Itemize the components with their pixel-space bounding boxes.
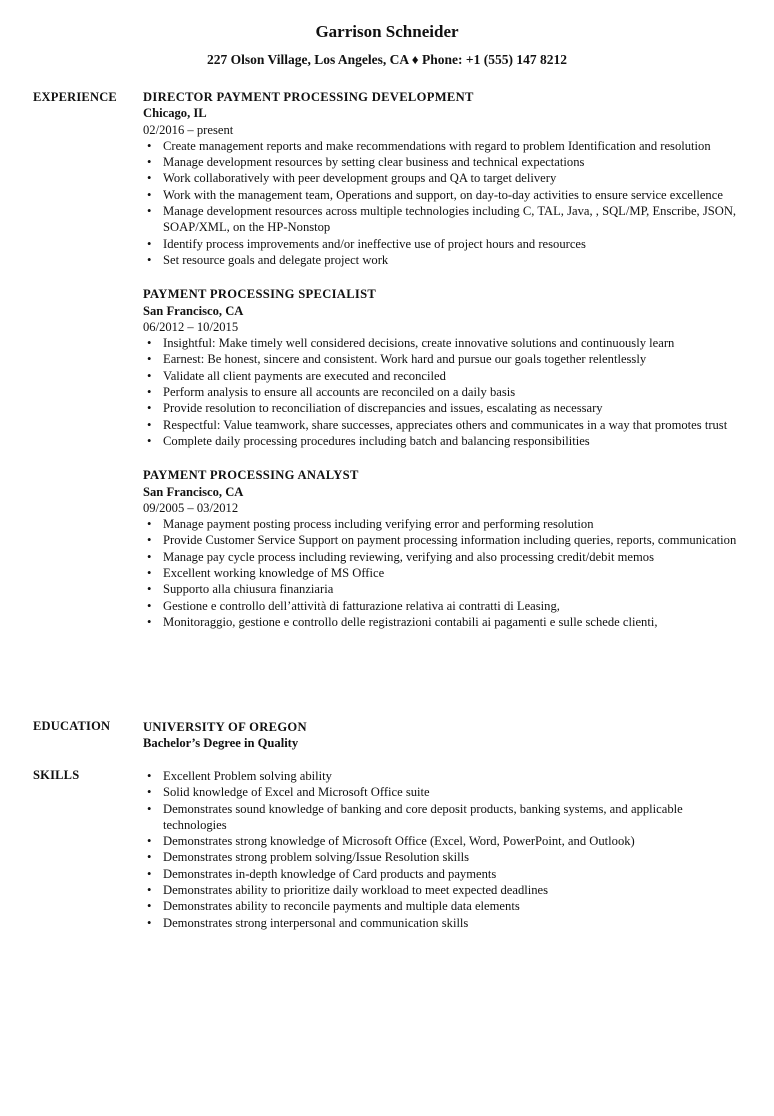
skills-section-label: SKILLS bbox=[33, 768, 80, 782]
job-bullets bbox=[143, 335, 743, 449]
job-title: DIRECTOR PAYMENT PROCESSING DEVELOPMENT bbox=[143, 90, 474, 104]
job-bullets bbox=[143, 138, 743, 268]
list-item: • Work collaboratively with peer development groups and QA to target delivery bbox=[143, 170, 743, 186]
job-dates: 06/2012 – 10/2015 bbox=[143, 319, 239, 334]
job-location: San Francisco, CA bbox=[143, 484, 244, 499]
list-item: • Earnest: Be honest, sincere and consistent. Work hard and pursue our goals together relentlessly bbox=[143, 351, 743, 367]
list-item: • Validate all client payments are executed and reconciled bbox=[143, 368, 743, 384]
experience-section bbox=[143, 89, 743, 630]
list-item: • Manage development resources by setting clear business and technical expectations bbox=[143, 154, 743, 170]
skills-section bbox=[143, 768, 743, 931]
list-item: • Excellent working knowledge of MS Office bbox=[143, 565, 743, 581]
list-item: • Excellent Problem solving ability bbox=[143, 768, 743, 784]
list-item: • Complete daily processing procedures including batch and balancing responsibilities bbox=[143, 433, 743, 449]
list-item: • Provide resolution to reconciliation of discrepancies and issues, escalating as necessary bbox=[143, 400, 743, 416]
job-entry bbox=[143, 286, 743, 449]
school-name: UNIVERSITY OF OREGON bbox=[143, 720, 307, 734]
list-item: • Demonstrates strong interpersonal and communication skills bbox=[143, 915, 743, 931]
list-item: • Demonstrates ability to reconcile payments and multiple data elements bbox=[143, 898, 743, 914]
experience-section-label: EXPERIENCE bbox=[33, 90, 117, 104]
list-item: • Manage development resources across multiple technologies including C, TAL, Java, , SQL/MP, Enscribe, JSON, SOAP/XML, on the HP-Nonstop bbox=[143, 203, 743, 236]
job-entry bbox=[143, 89, 743, 268]
education-section-label: EDUCATION bbox=[33, 719, 111, 733]
list-item: • Demonstrates sound knowledge of banking and core deposit products, banking systems, and applicable technologies bbox=[143, 801, 743, 834]
job-bullets bbox=[143, 516, 743, 630]
list-item: • Set resource goals and delegate project work bbox=[143, 252, 743, 268]
job-entry bbox=[143, 467, 743, 630]
list-item: • Demonstrates strong knowledge of Microsoft Office (Excel, Word, PowerPoint, and Outlook) bbox=[143, 833, 743, 849]
resume-name: Garrison Schneider bbox=[315, 22, 459, 41]
list-item: • Perform analysis to ensure all accounts are reconciled on a daily basis bbox=[143, 384, 743, 400]
job-location: Chicago, IL bbox=[143, 106, 207, 121]
list-item: • Gestione e controllo dell’attività di fatturazione relativa ai contratti di Leasing, bbox=[143, 598, 743, 614]
contact-line: 227 Olson Village, Los Angeles, CA ♦ Phone: +1 (555) 147 8212 bbox=[207, 52, 567, 67]
list-item: • Solid knowledge of Excel and Microsoft Office suite bbox=[143, 784, 743, 800]
list-item: • Identify process improvements and/or ineffective use of project hours and resources bbox=[143, 236, 743, 252]
list-item: • Manage pay cycle process including reviewing, verifying and also processing credit/debit memos bbox=[143, 549, 743, 565]
job-location: San Francisco, CA bbox=[143, 303, 244, 318]
job-dates: 02/2016 – present bbox=[143, 122, 234, 137]
degree: Bachelor’s Degree in Quality bbox=[143, 736, 299, 751]
list-item: • Demonstrates strong problem solving/Issue Resolution skills bbox=[143, 849, 743, 865]
list-item: • Manage payment posting process including verifying error and performing resolution bbox=[143, 516, 743, 532]
list-item: • Respectful: Value teamwork, share successes, appreciates others and communicates in a way that promotes trust bbox=[143, 417, 743, 433]
skills-list bbox=[143, 768, 743, 931]
list-item: • Demonstrates in-depth knowledge of Card products and payments bbox=[143, 866, 743, 882]
job-dates: 09/2005 – 03/2012 bbox=[143, 500, 239, 515]
list-item: • Work with the management team, Operations and support, on day-to-day activities to ensure service excellence bbox=[143, 187, 743, 203]
list-item: • Create management reports and make recommendations with regard to problem Identification and resolution bbox=[143, 138, 743, 154]
list-item: • Insightful: Make timely well considered decisions, create innovative solutions and continuously learn bbox=[143, 335, 743, 351]
list-item: • Monitoraggio, gestione e controllo delle registrazioni contabili ai pagamenti e sulle schede clienti, bbox=[143, 614, 743, 630]
list-item: • Demonstrates ability to prioritize daily workload to meet expected deadlines bbox=[143, 882, 743, 898]
job-title: PAYMENT PROCESSING SPECIALIST bbox=[143, 287, 377, 302]
education-section bbox=[143, 719, 743, 752]
job-title: PAYMENT PROCESSING ANALYST bbox=[143, 468, 359, 483]
list-item: • Supporto alla chiusura finanziaria bbox=[143, 581, 743, 597]
list-item: • Provide Customer Service Support on payment processing information including queries, reports, communication bbox=[143, 532, 743, 548]
